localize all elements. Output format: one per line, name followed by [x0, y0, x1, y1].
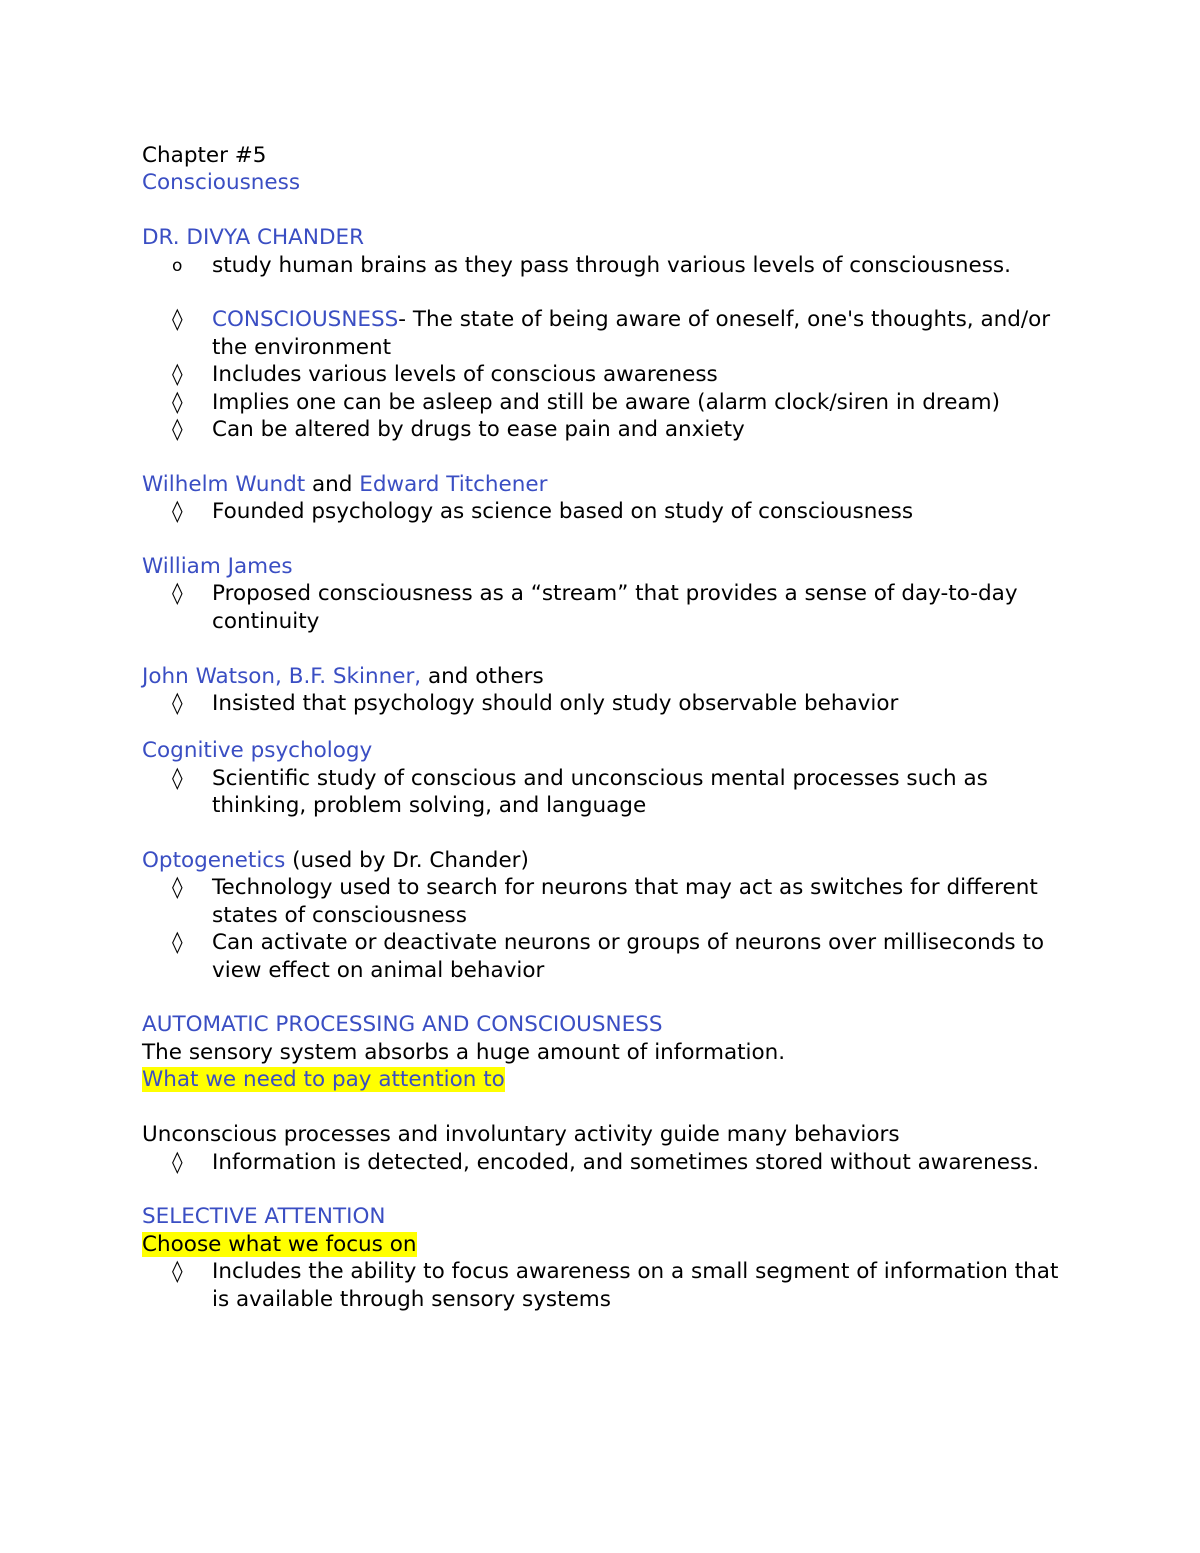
wundt-heading: [142, 471, 1062, 498]
person-name: Wilhelm Wundt: [142, 471, 306, 497]
automatic-heading: AUTOMATIC PROCESSING AND CONSCIOUSNESS: [142, 1012, 663, 1038]
optogenetics-heading: [142, 847, 1062, 874]
spacer: [142, 820, 1062, 847]
spacer: [142, 526, 1062, 553]
spacer: [142, 443, 1062, 470]
heading-rest: (used by Dr. Chander): [285, 848, 529, 874]
diamond-bullet-icon: ◊: [172, 362, 183, 388]
highlighted-line: [142, 1231, 1062, 1258]
list-item: [142, 874, 1062, 929]
diamond-bullet-icon: ◊: [172, 581, 183, 607]
spacer: [142, 197, 1062, 224]
list-item-text: Insisted that psychology should only study observable behavior: [212, 691, 899, 717]
spacer: [142, 717, 1062, 737]
watson-heading: [142, 663, 1062, 690]
chander-heading: DR. DIVYA CHANDER: [142, 225, 365, 251]
spacer: [142, 1094, 1062, 1121]
spacer: [142, 635, 1062, 662]
body-text: The sensory system absorbs a huge amount of information.: [142, 1039, 786, 1065]
diamond-bullet-icon: ◊: [172, 875, 183, 901]
list-item: [142, 252, 1062, 279]
list-item-text: Can be altered by drugs to ease pain and anxiety: [212, 417, 745, 443]
person-name: Edward Titchener: [359, 471, 548, 497]
highlighted-text: What we need to pay attention to: [142, 1067, 505, 1093]
list-item: [142, 498, 1062, 525]
list-item: [142, 1149, 1062, 1176]
chapter-title: Chapter #5: [142, 143, 267, 168]
list-item-text: Proposed consciousness as a “stream” that provides a sense of day-to-day continuity: [212, 581, 1018, 634]
list-item-text: study human brains as they pass through various levels of consciousness.: [212, 252, 1011, 278]
highlighted-text: Choose what we focus on: [142, 1231, 417, 1257]
spacer: [142, 1176, 1062, 1203]
definition-text: [212, 306, 1062, 361]
james-heading: William James: [142, 554, 293, 580]
selective-heading: SELECTIVE ATTENTION: [142, 1204, 386, 1230]
diamond-bullet-icon: ◊: [172, 691, 183, 717]
spacer: [142, 984, 1062, 1011]
list-item: [142, 765, 1062, 820]
list-item: [142, 361, 1062, 388]
diamond-bullet-icon: ◊: [172, 930, 183, 956]
list-item-text: Scientific study of conscious and unconscious mental processes such as thinking, problem solving, and language: [212, 765, 988, 819]
defined-term: CONSCIOUSNESS: [212, 307, 399, 333]
list-item: [142, 690, 1062, 717]
body-text: Unconscious processes and involuntary activity guide many behaviors: [142, 1122, 900, 1148]
document-body: [142, 142, 1062, 1313]
diamond-bullet-icon: ◊: [172, 765, 183, 791]
definition-item: [142, 306, 1062, 361]
list-item-text: Includes various levels of conscious awareness: [212, 362, 718, 388]
diamond-bullet-icon: ◊: [172, 1259, 183, 1285]
list-item: [142, 929, 1062, 984]
list-item: [142, 580, 1062, 635]
highlighted-line: [142, 1066, 1062, 1093]
definition-body: - The state of being aware of oneself, one's thoughts, and/or the environment: [212, 307, 1051, 360]
spacer: [142, 279, 1062, 306]
list-item-text: Can activate or deactivate neurons or groups of neurons over milliseconds to view effect on animal behavior: [212, 930, 1045, 983]
heading-rest: and others: [421, 663, 544, 689]
diamond-bullet-icon: ◊: [172, 389, 183, 415]
list-item-text: Technology used to search for neurons that may act as switches for different states of consciousness: [212, 875, 1038, 928]
list-item: [142, 1258, 1062, 1313]
diamond-bullet-icon: ◊: [172, 417, 183, 443]
diamond-bullet-icon: ◊: [172, 1149, 183, 1175]
diamond-bullet-icon: ◊: [172, 499, 183, 525]
conjunction: and: [305, 471, 360, 497]
topic-title: Consciousness: [142, 170, 301, 196]
list-item: [142, 416, 1062, 443]
list-item-text: Information is detected, encoded, and sometimes stored without awareness.: [212, 1149, 1040, 1175]
person-names: John Watson, B.F. Skinner,: [142, 663, 422, 689]
defined-term: Optogenetics: [142, 848, 286, 874]
diamond-bullet-icon: ◊: [172, 307, 183, 333]
list-item-text: Implies one can be asleep and still be aware (alarm clock/siren in dream): [212, 389, 1001, 415]
list-item-text: Includes the ability to focus awareness on a small segment of information that is available through sensory systems: [212, 1259, 1059, 1312]
circle-bullet-icon: o: [172, 255, 183, 276]
list-item-text: Founded psychology as science based on study of consciousness: [212, 499, 914, 525]
cognitive-heading: Cognitive psychology: [142, 738, 373, 764]
list-item: [142, 389, 1062, 416]
